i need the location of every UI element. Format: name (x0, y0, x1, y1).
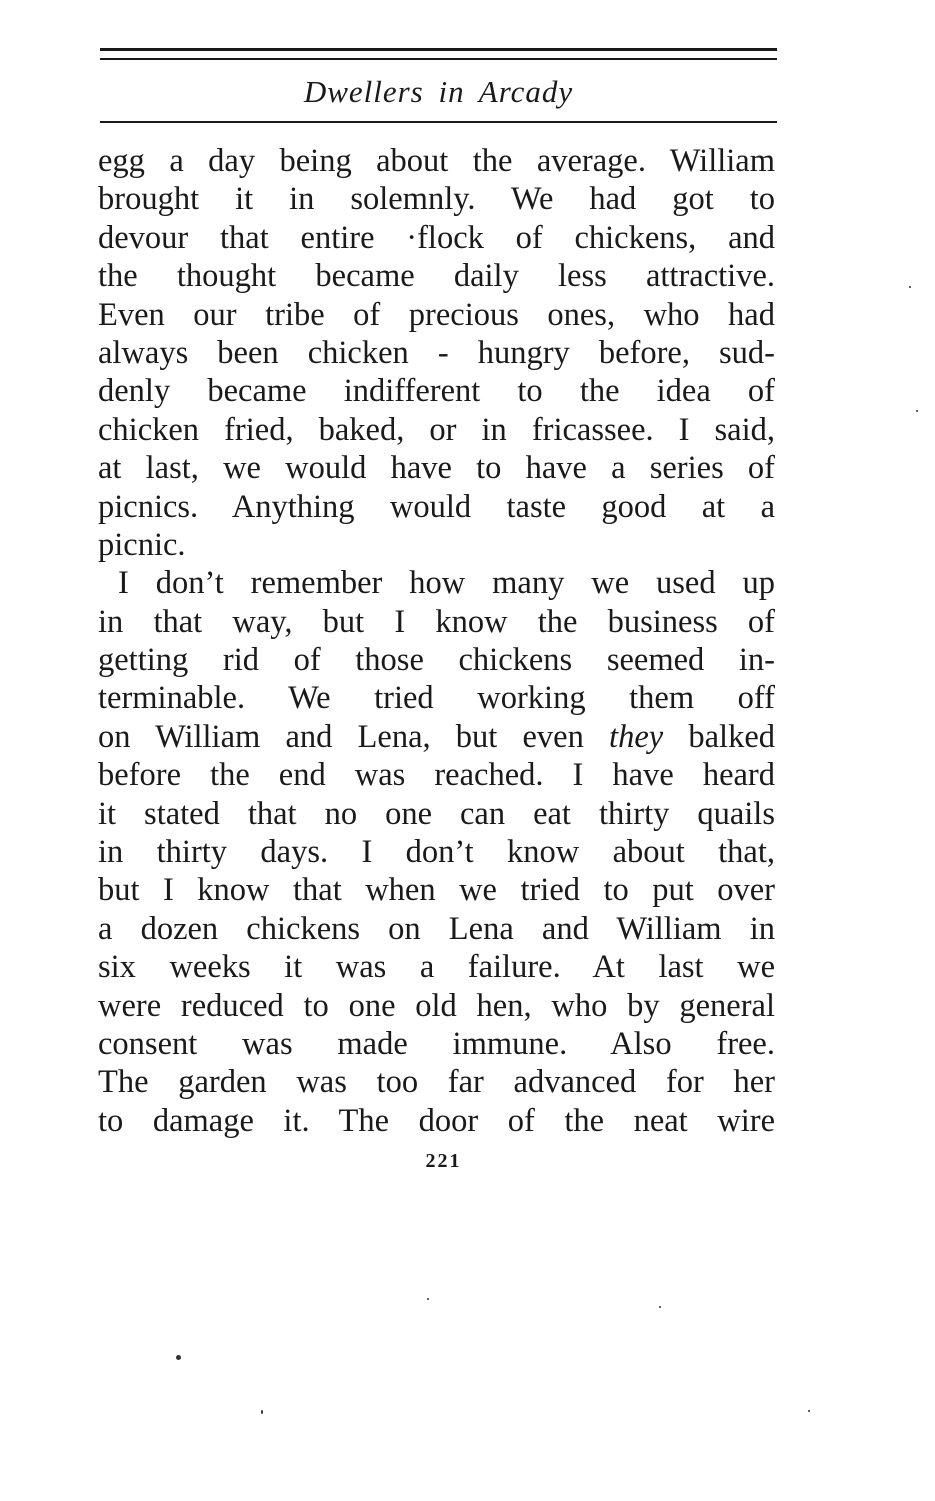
text-line: getting rid of those chickens seemed in- (98, 642, 775, 679)
text-line: devour that entire ·flock of chickens, and (98, 219, 775, 256)
text-line: The garden was too far advanced for her (98, 1064, 775, 1101)
text-line: it stated that no one can eat thirty quails (98, 795, 775, 832)
text-line: picnic. (98, 526, 186, 563)
scan-speck (427, 1298, 429, 1300)
text-line: Even our tribe of precious ones, who had (98, 296, 775, 333)
text-line: denly became indifferent to the idea of (98, 373, 775, 410)
header-rule-thick (100, 48, 777, 51)
text-line: terminable. We tried working them off (98, 680, 775, 717)
text-line: before the end was reached. I have heard (98, 757, 775, 794)
scan-speck (659, 1306, 661, 1308)
scan-speck (916, 410, 918, 412)
paragraph (98, 142, 775, 564)
text-line: I don’t remember how many we used up (118, 565, 775, 602)
scan-speck (176, 1355, 181, 1360)
header-rule-thin (100, 58, 777, 60)
text-line: in thirty days. I don’t know about that, (98, 834, 775, 871)
text-line: a dozen chickens on Lena and William in (98, 910, 775, 947)
scan-speck (261, 1410, 263, 1414)
page-number: 221 (425, 1150, 462, 1172)
header-rule-bottom (100, 121, 777, 123)
text-line: the thought became daily less attractive. (98, 258, 775, 295)
scan-speck (909, 286, 911, 288)
paragraph (98, 564, 775, 1140)
text-line: to damage it. The door of the neat wire (98, 1102, 775, 1139)
running-title: Dwellers in Arcady (303, 74, 574, 109)
text-line: in that way, but I know the business of (98, 603, 775, 640)
text-line: always been chicken - hungry before, sud- (98, 334, 775, 371)
text-line: consent was made immune. Also free. (98, 1025, 775, 1062)
text-line: were reduced to one old hen, who by general (98, 987, 775, 1024)
text-line: picnics. Anything would taste good at a (98, 488, 775, 525)
text-line: six weeks it was a failure. At last we (98, 949, 775, 986)
text-line: chicken fried, baked, or in fricassee. I said, (98, 411, 775, 448)
text-line: on William and Lena, but even they balked (98, 718, 775, 755)
text-line: at last, we would have to have a series of (98, 450, 775, 487)
text-line: egg a day being about the average. William (98, 143, 775, 179)
text-line: brought it in solemnly. We had got to (98, 181, 775, 218)
body-text (98, 142, 775, 1140)
emphasized-word: they (609, 718, 664, 755)
text-line: but I know that when we tried to put over (98, 872, 775, 909)
scan-speck (808, 1410, 810, 1412)
